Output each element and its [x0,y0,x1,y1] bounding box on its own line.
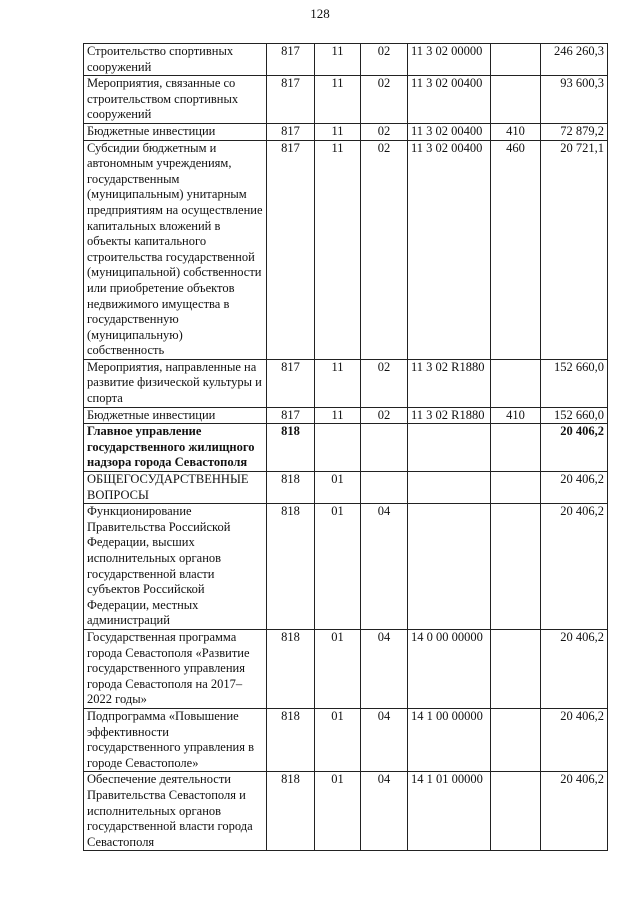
subsection-code: 02 [361,76,408,124]
section-code: 11 [315,123,361,140]
table-row [84,123,608,140]
expense-type-code: 460 [491,140,541,359]
target-article-code: 11 3 02 R1880 [408,359,491,407]
department-code: 817 [267,76,315,124]
page-number: 128 [310,6,330,21]
subsection-code: 02 [361,407,408,424]
section-code: 01 [315,472,361,504]
expense-type-code [491,44,541,76]
amount: 72 879,2 [541,123,608,140]
department-code: 817 [267,44,315,76]
expense-type-code: 410 [491,407,541,424]
row-name: Субсидии бюджетным и автономным учреждениям, государственным (муниципальным) унитарным предприятиям на осуществление капитальных вложений в объекты капитального строительства государственной (муниципальной) собственности или приобретение объектов недвижимого имущества в государственную (муниципальную) собственность [84,140,267,359]
amount: 20 721,1 [541,140,608,359]
target-article-code: 11 3 02 00400 [408,76,491,124]
section-code: 11 [315,359,361,407]
expense-type-code [491,629,541,708]
department-code: 818 [267,424,315,472]
target-article-code: 11 3 02 00000 [408,44,491,76]
row-name: Обеспечение деятельности Правительства Севастополя и исполнительных органов государственной власти города Севастополя [84,772,267,851]
amount: 20 406,2 [541,708,608,771]
target-article-code: 11 3 02 R1880 [408,407,491,424]
expense-type-code [491,76,541,124]
subsection-code: 04 [361,629,408,708]
target-article-code: 14 0 00 00000 [408,629,491,708]
table-row [84,407,608,424]
row-name: Бюджетные инвестиции [84,407,267,424]
table-row [84,772,608,851]
row-name: Главное управление государственного жилищного надзора города Севастополя [84,424,267,472]
department-code: 817 [267,407,315,424]
subsection-code: 04 [361,772,408,851]
subsection-code: 04 [361,708,408,771]
section-code: 11 [315,44,361,76]
section-code: 01 [315,708,361,771]
target-article-code [408,472,491,504]
target-article-code: 11 3 02 00400 [408,140,491,359]
department-code: 817 [267,359,315,407]
row-name: Бюджетные инвестиции [84,123,267,140]
subsection-code: 02 [361,140,408,359]
row-name: Строительство спортивных сооружений [84,44,267,76]
expense-type-code [491,424,541,472]
expense-type-code: 410 [491,123,541,140]
department-code: 818 [267,504,315,630]
expense-type-code [491,504,541,630]
table-row [84,629,608,708]
amount: 20 406,2 [541,472,608,504]
row-name: Мероприятия, связанные со строительством спортивных сооружений [84,76,267,124]
department-code: 817 [267,140,315,359]
section-code: 01 [315,629,361,708]
department-code: 817 [267,123,315,140]
amount: 93 600,3 [541,76,608,124]
department-code: 818 [267,708,315,771]
department-code: 818 [267,772,315,851]
row-name: ОБЩЕГОСУДАРСТВЕННЫЕ ВОПРОСЫ [84,472,267,504]
amount: 20 406,2 [541,504,608,630]
table-row [84,44,608,76]
row-name: Подпрограмма «Повышение эффективности государственного управления в городе Севастополе» [84,708,267,771]
amount: 152 660,0 [541,359,608,407]
table-row [84,359,608,407]
target-article-code: 14 1 00 00000 [408,708,491,771]
subsection-code [361,424,408,472]
table-row [84,76,608,124]
target-article-code [408,504,491,630]
subsection-code: 02 [361,123,408,140]
amount: 152 660,0 [541,407,608,424]
department-code: 818 [267,472,315,504]
amount: 20 406,2 [541,424,608,472]
table-row [84,472,608,504]
section-code [315,424,361,472]
section-code: 11 [315,407,361,424]
section-code: 11 [315,140,361,359]
department-code: 818 [267,629,315,708]
expense-type-code [491,772,541,851]
expense-type-code [491,472,541,504]
section-code: 01 [315,504,361,630]
table-row [84,504,608,630]
budget-table [83,43,608,851]
amount: 20 406,2 [541,629,608,708]
subsection-code: 02 [361,44,408,76]
table-row [84,424,608,472]
target-article-code: 11 3 02 00400 [408,123,491,140]
expense-type-code [491,708,541,771]
subsection-code: 02 [361,359,408,407]
section-code: 11 [315,76,361,124]
section-code: 01 [315,772,361,851]
row-name: Государственная программа города Севастополя «Развитие государственного управления города Севастополя на 2017–2022 годы» [84,629,267,708]
amount: 246 260,3 [541,44,608,76]
table-row [84,708,608,771]
row-name: Мероприятия, направленные на развитие физической культуры и спорта [84,359,267,407]
target-article-code [408,424,491,472]
row-name: Функционирование Правительства Российской Федерации, высших исполнительных органов государственной власти субъектов Российской Федерации, местных администраций [84,504,267,630]
table-row [84,140,608,359]
expense-type-code [491,359,541,407]
amount: 20 406,2 [541,772,608,851]
table-body [84,44,608,851]
subsection-code [361,472,408,504]
subsection-code: 04 [361,504,408,630]
target-article-code: 14 1 01 00000 [408,772,491,851]
